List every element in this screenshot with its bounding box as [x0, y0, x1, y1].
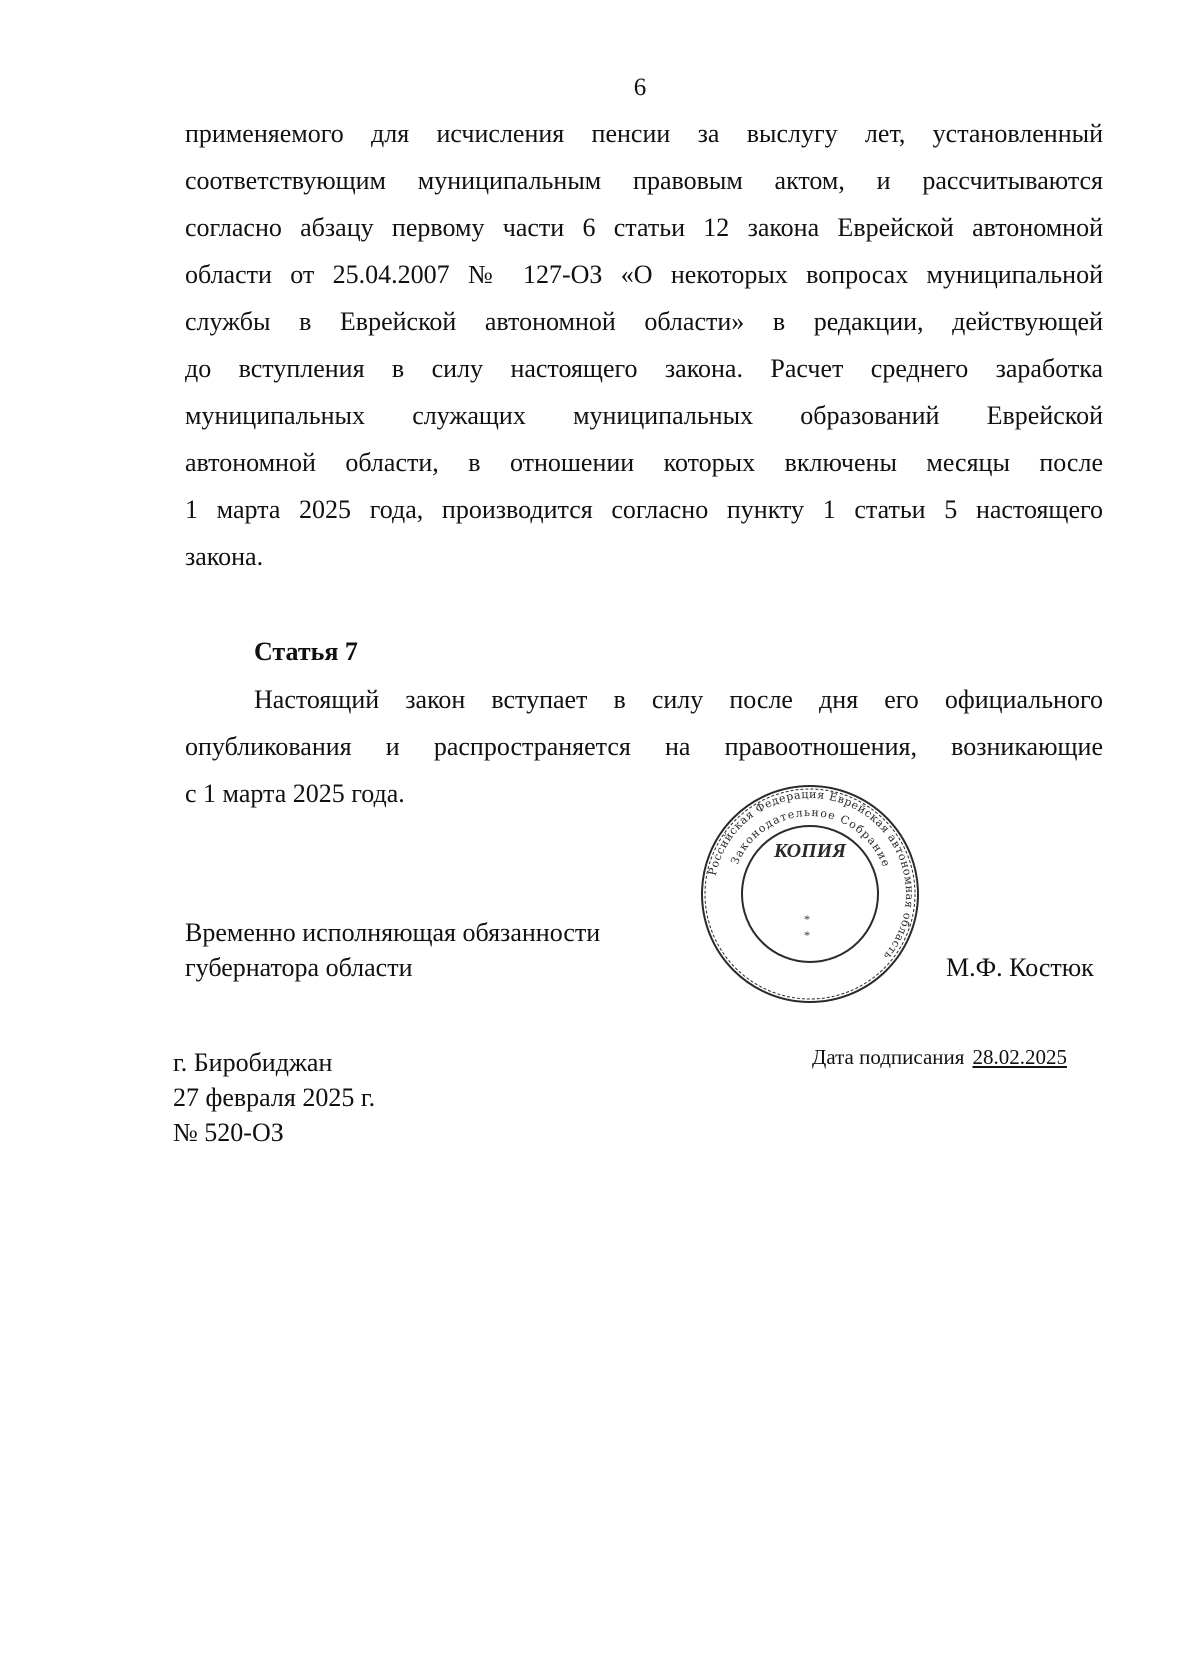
signatory-line: губернатора области [185, 953, 413, 982]
stamp-star-icon: * [804, 928, 810, 942]
paragraph-line: автономной области, в отношении которых включены месяцы после [185, 448, 1103, 477]
paragraph-line: Настоящий закон вступает в силу после дня его официального [254, 685, 1103, 714]
paragraph-line: 1 марта 2025 года, производится согласно пункту 1 статьи 5 настоящего [185, 495, 1103, 524]
paragraph-line: с 1 марта 2025 года. [185, 779, 405, 808]
stamp-center-text: КОПИЯ [774, 840, 846, 862]
stamp-star-icon: * [804, 912, 810, 926]
signatory-line: Временно исполняющая обязанности [185, 918, 601, 947]
signing-date-label: Дата подписания [812, 1045, 965, 1069]
paragraph-line: согласно абзацу первому части 6 статьи 12 закона Еврейской автономной [185, 213, 1103, 242]
paragraph-line: области от 25.04.2007 № 127-ОЗ «О некоторых вопросах муниципальной [185, 260, 1103, 289]
law-number: № 520-ОЗ [173, 1118, 284, 1147]
paragraph-line: опубликования и распространяется на правоотношения, возникающие [185, 732, 1103, 761]
page-number: 6 [633, 74, 647, 101]
signing-date [812, 1045, 1067, 1070]
signer-name: М.Ф. Костюк [946, 953, 1094, 982]
paragraph-line: применяемого для исчисления пенсии за выслугу лет, установленный [185, 119, 1103, 148]
article-heading: Статья 7 [254, 637, 358, 666]
paragraph-2 [185, 676, 1103, 817]
official-stamp [698, 783, 922, 1005]
paragraph-line: муниципальных служащих муниципальных образований Еврейской [185, 401, 1103, 430]
place-date-number [173, 1045, 375, 1150]
paragraph-1 [185, 110, 1103, 580]
signatory-title [185, 915, 600, 985]
signing-date-value: 28.02.2025 [972, 1045, 1067, 1069]
paragraph-line: службы в Еврейской автономной области» в редакции, действующей [185, 307, 1103, 336]
paragraph-line: соответствующим муниципальным правовым актом, и рассчитываются [185, 166, 1103, 195]
law-date: 27 февраля 2025 г. [173, 1083, 376, 1112]
paragraph-line: до вступления в силу настоящего закона. Расчет среднего заработка [185, 354, 1103, 383]
city: г. Биробиджан [173, 1048, 333, 1077]
paragraph-line: закона. [185, 542, 264, 571]
stamp-inner-ring-text: Законодательное Собрание [728, 805, 894, 870]
stamp-outer-ring-text: Российская Федерация Еврейская автономная область [705, 787, 917, 963]
